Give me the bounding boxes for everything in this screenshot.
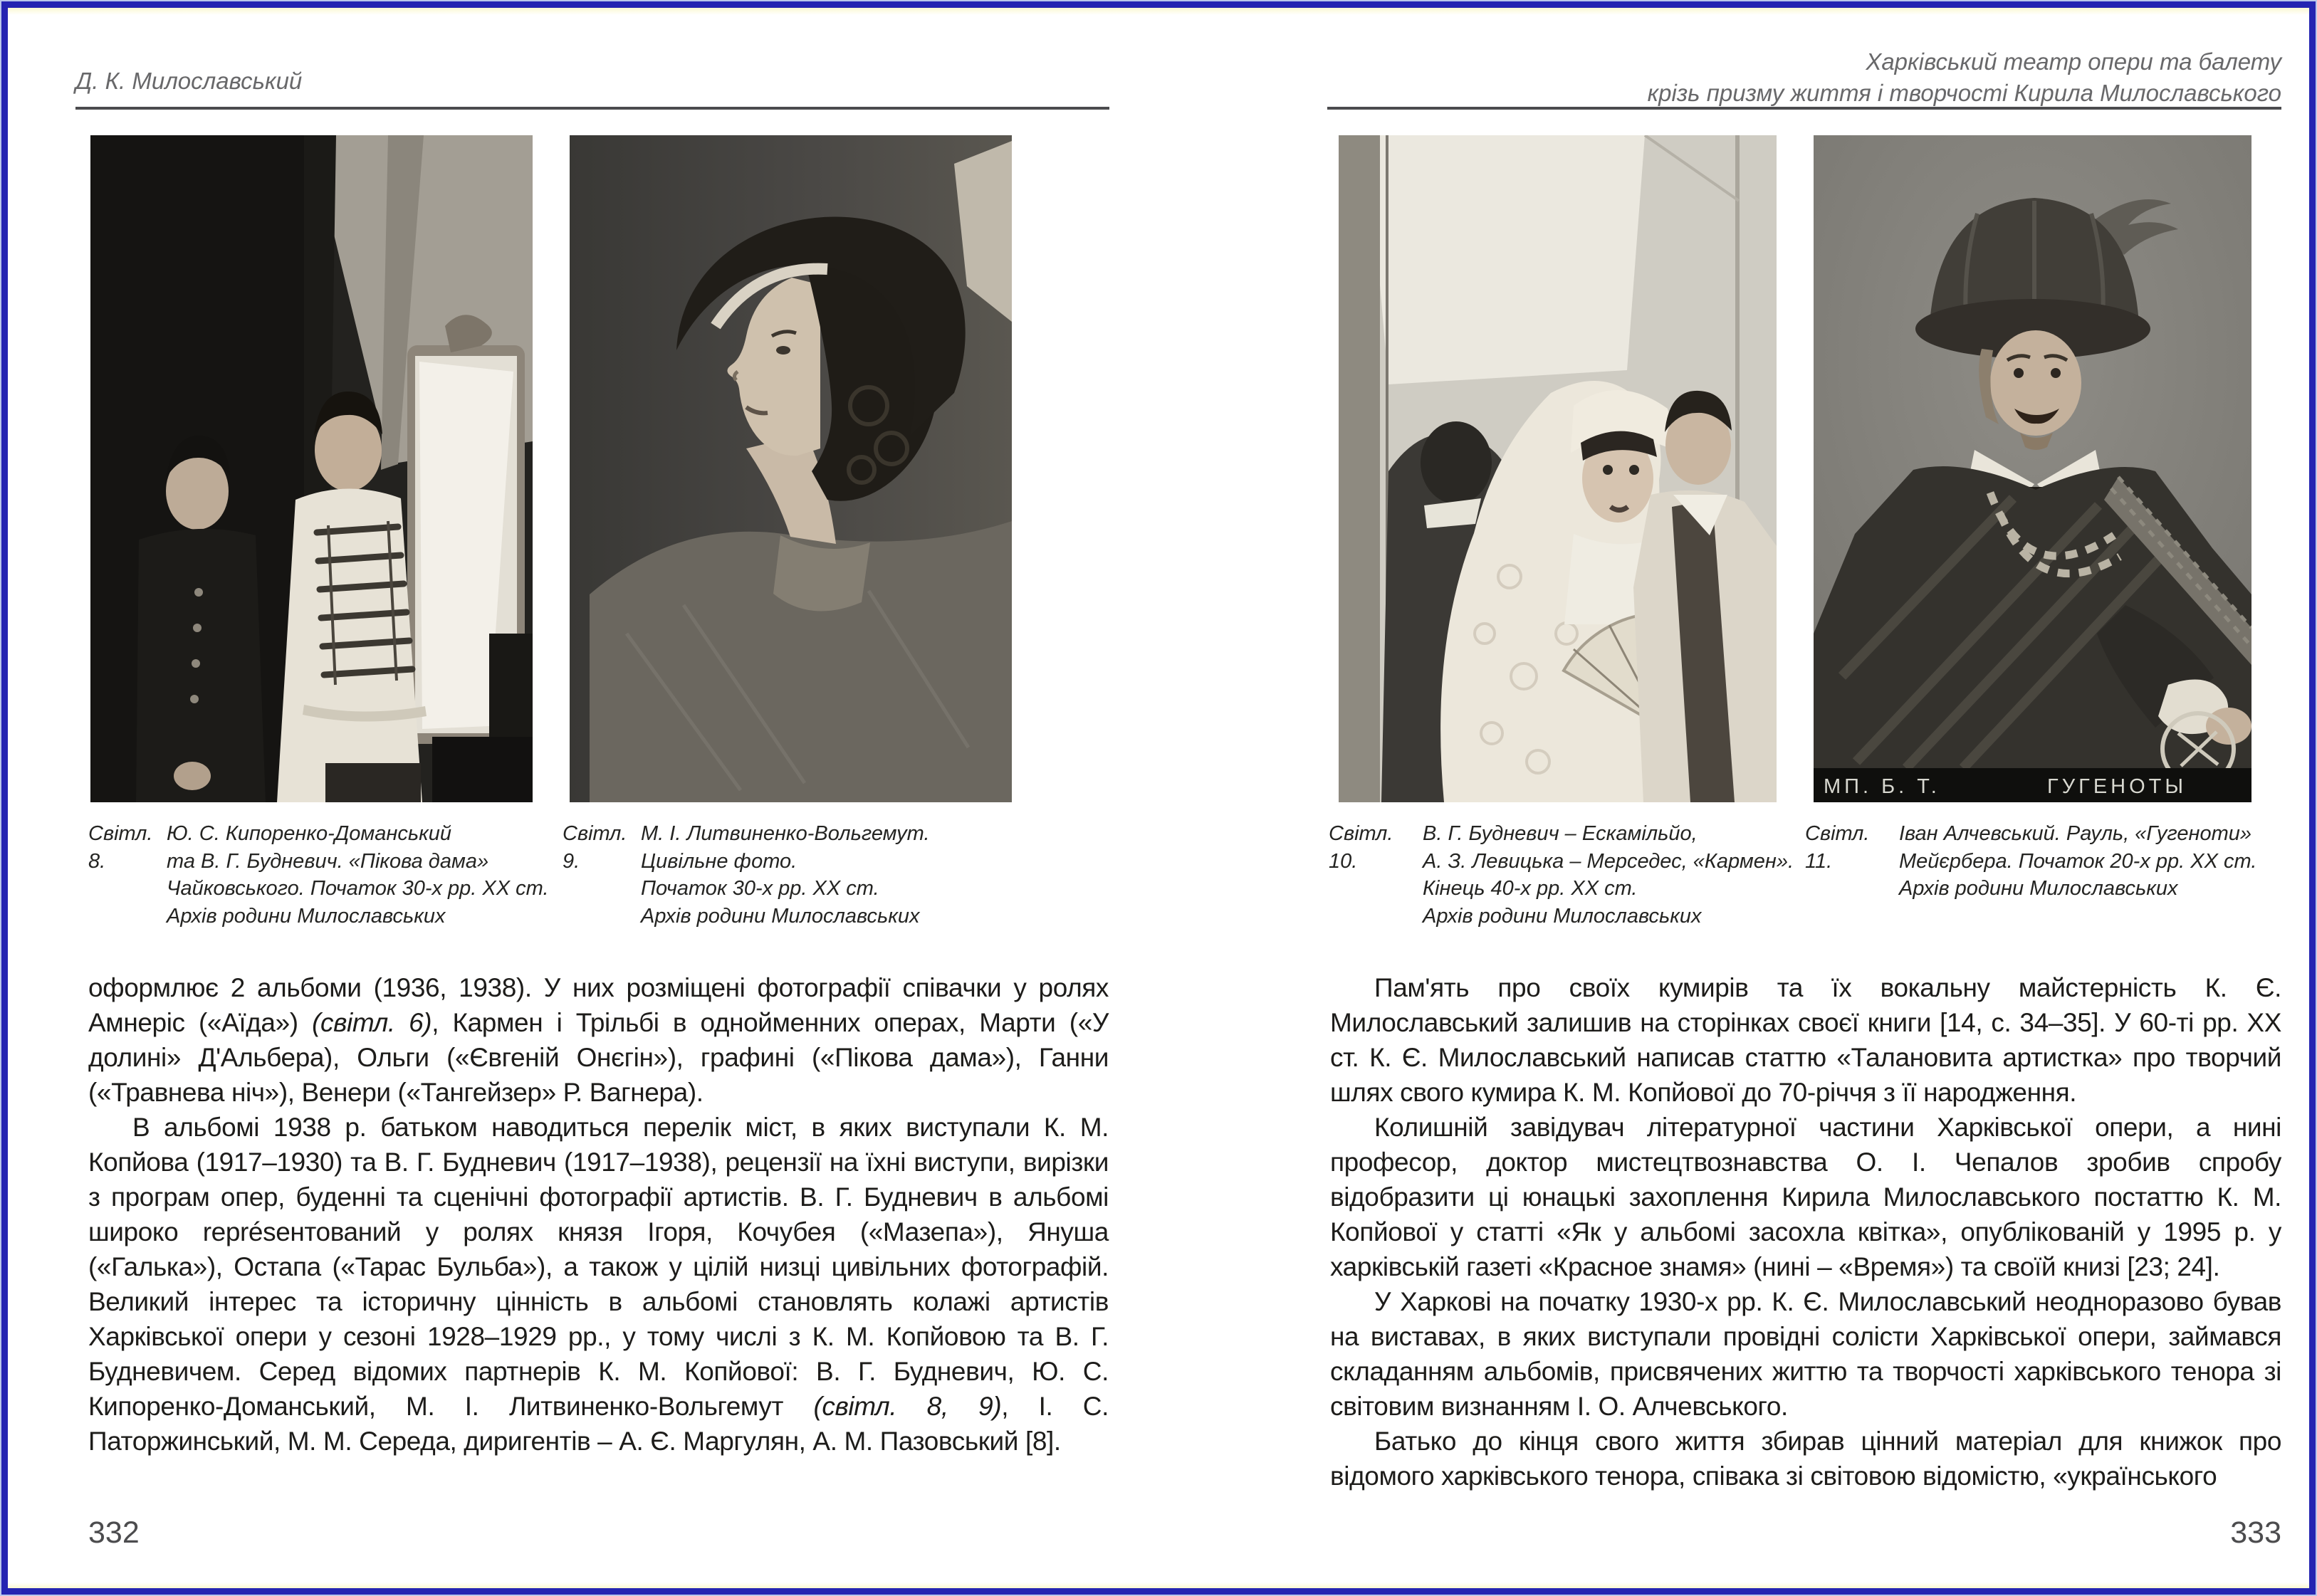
running-head-title-line2: крізь призму життя і творчості Кирила Милославського [1647,80,2281,106]
caption-label: Світл. 10. [1329,822,1393,873]
page-right [8,8,2309,1588]
caption-label: Світл. 8. [88,822,153,873]
photo-caption-10 [1329,820,1806,930]
paragraph: оформлює 2 альбоми (1936, 1938). У них розміщені фотографії співачки у ролях Амнеріс («Аїда») (світл. 6), Кармен і Трільбі в однойменних операх, Марти («У долині» Д'Альбера), Ольги («Євгеній Онєгін»), графині («Пікова дама»), Ганни («Травнева ніч»), Венери («Тангейзер» Р. Вагнера). [88,973,1109,1107]
photo-svitl-11 [1814,135,2251,802]
caption-text: М. І. Литвиненко-Вольгемут. Цивільне фото. Початок 30-х рр. XX ст. Архів родини Милославських [641,822,930,928]
body-text-right [1330,970,2281,1493]
paragraph: У Харкові на початку 1930-х рр. К. Є. Милославський неодноразово бував на виставах, в яких виступали провідні солісти Харківської опери, займався складанням альбомів, присвячених життю та творчості харківського тенора зі світовим визнанням І. О. Алчевського. [1330,1287,2281,1421]
photo-strip-theatre-mark: МП. Б. Т. [1824,775,1940,798]
running-head-author: Д. К. Милославський [75,68,303,94]
caption-text: Іван Алчевський. Рауль, «Гугеноти» Мейєрбера. Початок 20-х рр. XX ст. Архів родини Милославських [1899,822,2257,900]
paragraph: Батько до кінця свого життя збирав цінний матеріал для книжок про відомого харківського тенора, співака зі світовою відомістю, «українського [1330,1427,2281,1491]
photo-caption-11 [1805,820,2284,903]
running-head-title [1327,46,2281,109]
photo-svitl-10-image [1339,135,1777,802]
page-number-right: 333 [2230,1516,2281,1550]
paragraph: Пам'ять про своїх кумирів та їх вокальну майстерність К. Є. Милославський залишив на сторінках своєї книги [14, с. 34–35]. У 60-ті рр. XX ст. К. Є. Милославський написав статтю «Талановита артистка» про творчий шлях свого кумира К. М. Копйової до 70-річчя з її народження. [1330,973,2281,1107]
paragraph: Колишній завідувач літературної частини Харківської опери, а нині професор, доктор мистецтвознавства О. І. Чепалов зробив спробу відобразити ці юнацькі захоплення Кирила Милославського постаттю К. М. Копйової у статті «Як у альбомі засохла квітка», опублікованій у 1995 р. у харківській газеті «Красное знамя» (нині – «Время») та своїй книзі [23; 24]. [1330,1113,2281,1281]
photo-svitl-11-image [1814,135,2251,802]
page-number-left: 332 [88,1516,140,1550]
caption-label: Світл. 11. [1805,822,1870,873]
book-spread-frame [1,1,2316,1595]
caption-label: Світл. 9. [563,822,627,873]
running-head-title-line1: Харківський театр опери та балету [1866,48,2281,75]
caption-text: В. Г. Будневич – Ескамільйо, А. З. Левицька – Мерседес, «Кармен». Кінець 40-х рр. XX ст. Архів родини Милославських [1423,822,1794,928]
paragraph: В альбомі 1938 р. батьком наводиться перелік міст, в яких виступали К. М. Копйова (1917–1930) та В. Г. Будневич (1917–1938), рецензії на їхні виступи, вирізки з програм опер, буденні та сценічні фотографії артистів. В. Г. Будневич в альбомі широко représентований у ролях князя Ігоря, Кочубея («Мазепа»), Януша («Галька»), Остапа («Тарас Бульба»), а також у цілій низці цивільних фотографій. Великий інтерес та історичну цінність в альбомі становлять колажі артистів Харківської опери у сезоні 1928–1929 рр., у тому числі з К. М. Копйовою та В. Г. Будневичем. Серед відомих партнерів К. М. Копйової: В. Г. Будневич, Ю. С. Кипоренко-Доманський, М. І. Литвиненко-Вольгемут (світл. 8, 9), І. С. Паторжинський, М. М. Середа, диригентів – А. Є. Маргулян, А. М. Пазовський [8]. [88,1113,1109,1456]
caption-text: Ю. С. Кипоренко-Доманський та В. Г. Будневич. «Пікова дама» Чайковського. Початок 30-х рр. XX ст. Архів родини Милославських [167,822,549,928]
photo-svitl-10 [1339,135,1777,802]
header-rule-right [1327,107,2281,110]
photo-strip-opera-title: ГУГЕНОТЫ [2047,775,2187,798]
